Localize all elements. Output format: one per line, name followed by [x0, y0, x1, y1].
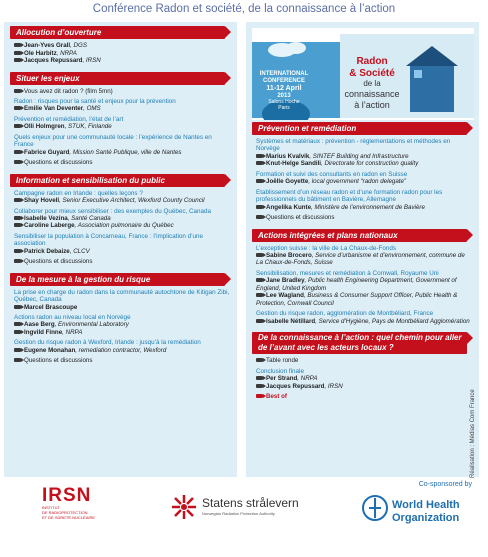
topic-title: Campagne radon en Irlande : quelles leçons ?	[14, 189, 143, 197]
video-camera-icon	[14, 322, 21, 326]
topic-title: Gestion du risque radon, agglomération de Montbéliard, France	[256, 310, 434, 318]
speaker[interactable]: Caroline Laberge, Association pulmonaire du Québec	[14, 222, 231, 230]
video-camera-icon	[256, 384, 263, 388]
left-column	[4, 22, 237, 477]
speaker[interactable]: Eugene Monahan, remediation contractor, Wexford	[14, 347, 231, 355]
video-camera-icon	[14, 106, 21, 110]
video-camera-icon	[14, 89, 21, 93]
speaker[interactable]: Emilie Van Deventer, OMS	[14, 105, 231, 113]
topic-title: La prise en charge du radon dans la communauté autochtone de Kitigan Zibi, Québec, Canada	[14, 288, 230, 304]
topic-title: Systèmes et matériaux : prévention - réglementations et méthodes en Norvège	[256, 138, 451, 153]
video-camera-icon	[256, 215, 263, 219]
video-camera-icon	[256, 394, 263, 398]
video-camera-icon	[256, 376, 263, 380]
video-camera-icon	[14, 198, 21, 202]
speaker[interactable]: Knut-Helge Sandili, Directorate for construction quality	[256, 160, 473, 168]
speaker[interactable]: Ole Harbitz, NRPA	[14, 50, 231, 58]
enjeux-item	[14, 98, 231, 113]
radiation-emblem-icon	[172, 495, 196, 519]
video-camera-icon	[14, 348, 21, 352]
video-camera-icon	[256, 154, 263, 158]
information-questions	[14, 258, 231, 266]
mesure-item	[14, 314, 231, 336]
video-camera-icon	[256, 179, 263, 183]
topic-title: Collaborer pour mieux sensibiliser : des exemples du Québec, Canada	[14, 207, 212, 215]
prevention-item	[256, 189, 473, 211]
ouverture-block	[14, 42, 231, 65]
prevention-item	[256, 138, 473, 168]
questions-link[interactable]: Questions et discussions	[14, 357, 231, 365]
speaker[interactable]: Marcel Brascoupe	[14, 304, 231, 312]
video-camera-icon	[14, 150, 21, 154]
speaker[interactable]: Isabelle Nétillard, Service d’Hygiène, Pays de Montbéliard Agglomération	[256, 318, 473, 326]
video-camera-icon	[256, 161, 263, 165]
video-camera-icon	[14, 358, 21, 362]
topic-title: Prévention et remédiation, l’état de l’art	[14, 115, 124, 123]
enjeux-block	[14, 88, 231, 96]
speaker[interactable]: Per Strand, NRPA	[256, 375, 473, 383]
video-camera-icon	[256, 278, 263, 282]
speaker[interactable]: Jacques Repussard, IRSN	[14, 57, 231, 65]
information-item	[14, 233, 231, 255]
banner-title2: & Société	[349, 68, 395, 79]
speaker[interactable]: Marius Kvalvik, SINTEF Building and Infrastructure	[256, 153, 473, 161]
actions-item	[256, 270, 473, 307]
enjeux-item	[14, 116, 231, 131]
irsn-logo[interactable]: IRSN INSTITUT DE RADIOPROTECTION ET DE SÛRETÉ NUCLÉAIRE	[42, 485, 96, 520]
banner-title4: connaissance	[344, 89, 400, 99]
conference-banner	[252, 28, 474, 120]
chemin-conclusion	[256, 368, 473, 390]
questions-link[interactable]: Questions et discussions	[256, 214, 473, 222]
topic-title: Quels enjeux pour une communauté locale : l’expérience de Nantes en France	[14, 133, 212, 149]
topic-title: Gestion du risque radon à Wexford, Irlande : jusqu’à la remédiation	[14, 339, 201, 347]
questions-link[interactable]: Questions et discussions	[14, 258, 231, 266]
who-emblem-icon	[362, 495, 388, 521]
mesure-item	[14, 289, 231, 311]
speaker[interactable]: Aase Berg, Environmental Laboratory	[14, 321, 231, 329]
video-camera-icon	[14, 330, 21, 334]
enjeux-questions	[14, 159, 231, 167]
speaker[interactable]: Sabine Brocero, Service d’urbanisme et d’environnement, commune de La Chaux-de-Fonds, Suisse	[256, 251, 465, 267]
section-actions-heading: Actions intégrées et plans nationaux	[252, 229, 467, 242]
who-logo[interactable]: Co-sponsored by World Health Organization	[362, 481, 472, 488]
topic-title: Sensibilisation, mesures et remédiation à Cornwall, Royaume Uni	[256, 269, 439, 277]
speaker[interactable]: Isabelle Vezina, Santé Canada	[14, 215, 231, 223]
video-camera-icon	[256, 293, 263, 297]
video-camera-icon	[14, 58, 21, 62]
topic-title: Sensibiliser la population à Concarneau, France : l’implication d’une association	[14, 232, 204, 248]
video-camera-icon	[14, 249, 21, 253]
section-ouverture-heading: Allocution d’ouverture	[10, 26, 225, 39]
prevention-item	[256, 171, 473, 186]
questions-link[interactable]: Questions et discussions	[14, 159, 231, 167]
banner-title5: à l’action	[354, 100, 390, 110]
section-chemin-heading: De la connaissance à l’action : quel chemin pour aller de l’avant avec les acteurs locaux ?	[252, 332, 467, 354]
banner-line1: INTERNATIONAL	[259, 71, 309, 77]
speaker[interactable]: Jean-Yves Grall, DGS	[14, 42, 231, 50]
topic-title: Actions radon au niveau local en Norvège	[14, 314, 131, 322]
topic-title: Conclusion finale	[256, 367, 304, 375]
mesure-questions	[14, 357, 231, 365]
speaker[interactable]: Fabrice Guyard, Mission Santé Publique, ville de Nantes	[14, 149, 231, 157]
speaker[interactable]: Angelika Kunte, Ministère de l’environnement de Bavière	[256, 204, 473, 212]
banner-title3: de la	[363, 79, 381, 88]
video-camera-icon	[14, 216, 21, 220]
section-information-heading: Information et sensibilisation du public	[10, 174, 225, 187]
section-mesure-heading: De la mesure à la gestion du risque	[10, 273, 225, 286]
chemin-block	[256, 357, 473, 365]
speaker[interactable]: Lee Wagland, Business & Consumer Support Officer, Public Health & Protection, Cornwall Council	[256, 292, 458, 307]
video-camera-icon	[14, 51, 21, 55]
topic-title: Formation et suivi des consultants en radon en Suisse	[256, 170, 408, 178]
video-camera-icon	[14, 124, 21, 128]
banner-venue2: Paris	[278, 105, 290, 111]
banner-title1: Radon	[356, 56, 388, 67]
video-camera-icon	[14, 223, 21, 227]
video-camera-icon	[14, 43, 21, 47]
information-item	[14, 190, 231, 205]
video-camera-icon	[14, 160, 21, 164]
banner-dates: 11-12 April	[266, 85, 302, 92]
enjeux-item	[14, 134, 231, 156]
speaker[interactable]: Ingvild Finne, NRPA	[14, 329, 231, 337]
prevention-questions	[256, 214, 473, 222]
speaker[interactable]: Olli Holmgren, STUK, Finlande	[14, 123, 231, 131]
topic-title: Etablissement d’un réseau radon et d’une formation radon pour les professionnels du bâtiment en Bavière, Allemagne	[256, 188, 443, 204]
information-item	[14, 208, 231, 230]
banner-line2: CONFERENCE	[262, 78, 306, 84]
section-enjeux-heading: Situer les enjeux	[10, 72, 225, 85]
video-camera-icon	[14, 259, 21, 263]
topic-title: Radon : risques pour la santé et enjeux pour la prévention	[14, 98, 176, 105]
page-title: Conférence Radon et société, de la connaissance à l’action	[92, 3, 396, 15]
speaker[interactable]: Shay Hovell, Senior Executive Architect, Wexford County Council	[14, 197, 231, 205]
video-camera-icon	[256, 205, 263, 209]
video-camera-icon	[256, 319, 263, 323]
actions-item	[256, 245, 473, 267]
topic-title: L’exception suisse : la ville de La Chaux-de-Fonds	[256, 244, 397, 252]
video-camera-icon	[256, 358, 263, 362]
banner-year: 2013	[277, 93, 291, 99]
banner-venue1: Salons Hoche	[268, 99, 300, 105]
credit-text: Réalisation : Médias Com France	[470, 389, 476, 478]
section-prevention-heading: Prévention et remédiation	[252, 122, 467, 135]
mesure-item	[14, 339, 231, 354]
speaker[interactable]: Patrick Debaize, CLCV	[14, 248, 231, 256]
speaker[interactable]: Joëlle Goyette, local government “radon delegate”	[256, 178, 473, 186]
best-of-block	[256, 393, 473, 401]
best-of-link[interactable]: Best of	[256, 393, 473, 401]
video-camera-icon	[14, 305, 21, 309]
round-table-link[interactable]: Table ronde	[256, 357, 473, 365]
speaker[interactable]: Jane Bradley, Public health Engineering Department, Government of England, United Kingdom	[256, 277, 457, 292]
video-camera-icon	[256, 253, 263, 257]
actions-item	[256, 310, 473, 325]
video-link[interactable]: Vous avez dit radon ? (film 5mn)	[14, 88, 231, 96]
speaker[interactable]: Jacques Repussard, IRSN	[256, 383, 473, 391]
